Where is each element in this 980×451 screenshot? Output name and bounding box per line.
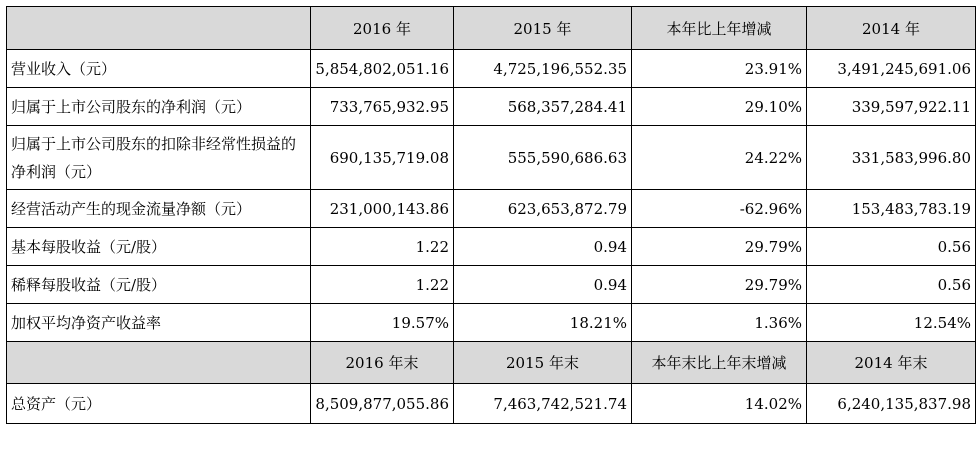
value-change: -62.96% [632, 190, 807, 228]
value-2016: 5,854,802,051.16 [311, 50, 454, 88]
row-label: 营业收入（元） [7, 50, 311, 88]
table-row [7, 228, 976, 266]
value-2016: 690,135,719.08 [311, 126, 454, 190]
header-row [7, 7, 976, 50]
value-2015: 568,357,284.41 [454, 88, 632, 126]
header-change-year-end: 本年末比上年末增减 [632, 342, 807, 384]
value-change: 24.22% [632, 126, 807, 190]
value-2014: 339,597,922.11 [807, 88, 976, 126]
header-2014: 2014 年 [807, 7, 976, 50]
value-2014: 3,491,245,691.06 [807, 50, 976, 88]
value-2015: 0.94 [454, 266, 632, 304]
value-change: 29.10% [632, 88, 807, 126]
value-2015: 7,463,742,521.74 [454, 384, 632, 424]
header-2016-year-end: 2016 年末 [311, 342, 454, 384]
table-row [7, 50, 976, 88]
header-blank-cell [7, 7, 311, 50]
row-label: 归属于上市公司股东的扣除非经常性损益的净利润（元） [7, 126, 311, 190]
value-2014: 12.54% [807, 304, 976, 342]
value-2015: 0.94 [454, 228, 632, 266]
row-label: 归属于上市公司股东的净利润（元） [7, 88, 311, 126]
value-change: 14.02% [632, 384, 807, 424]
value-2016: 1.22 [311, 228, 454, 266]
value-2016: 733,765,932.95 [311, 88, 454, 126]
row-label: 经营活动产生的现金流量净额（元） [7, 190, 311, 228]
header-change: 本年比上年增减 [632, 7, 807, 50]
header-2016: 2016 年 [311, 7, 454, 50]
header-row-year-end [7, 342, 976, 384]
value-2014: 6,240,135,837.98 [807, 384, 976, 424]
value-2014: 0.56 [807, 228, 976, 266]
value-2014: 0.56 [807, 266, 976, 304]
value-2015: 18.21% [454, 304, 632, 342]
value-2014: 153,483,783.19 [807, 190, 976, 228]
header-2014-year-end: 2014 年末 [807, 342, 976, 384]
financial-summary-table [6, 6, 976, 424]
value-change: 29.79% [632, 266, 807, 304]
value-change: 23.91% [632, 50, 807, 88]
value-2015: 4,725,196,552.35 [454, 50, 632, 88]
header-2015: 2015 年 [454, 7, 632, 50]
value-2014: 331,583,996.80 [807, 126, 976, 190]
table-row [7, 266, 976, 304]
value-change: 1.36% [632, 304, 807, 342]
header-blank-cell [7, 342, 311, 384]
value-2015: 623,653,872.79 [454, 190, 632, 228]
table-row [7, 304, 976, 342]
value-2016: 19.57% [311, 304, 454, 342]
table-row [7, 88, 976, 126]
value-2016: 1.22 [311, 266, 454, 304]
table-row [7, 190, 976, 228]
row-label: 总资产（元） [7, 384, 311, 424]
table-row [7, 384, 976, 424]
header-2015-year-end: 2015 年末 [454, 342, 632, 384]
value-2015: 555,590,686.63 [454, 126, 632, 190]
value-2016: 8,509,877,055.86 [311, 384, 454, 424]
row-label: 加权平均净资产收益率 [7, 304, 311, 342]
table-row [7, 126, 976, 190]
value-change: 29.79% [632, 228, 807, 266]
value-2016: 231,000,143.86 [311, 190, 454, 228]
row-label: 基本每股收益（元/股） [7, 228, 311, 266]
row-label: 稀释每股收益（元/股） [7, 266, 311, 304]
